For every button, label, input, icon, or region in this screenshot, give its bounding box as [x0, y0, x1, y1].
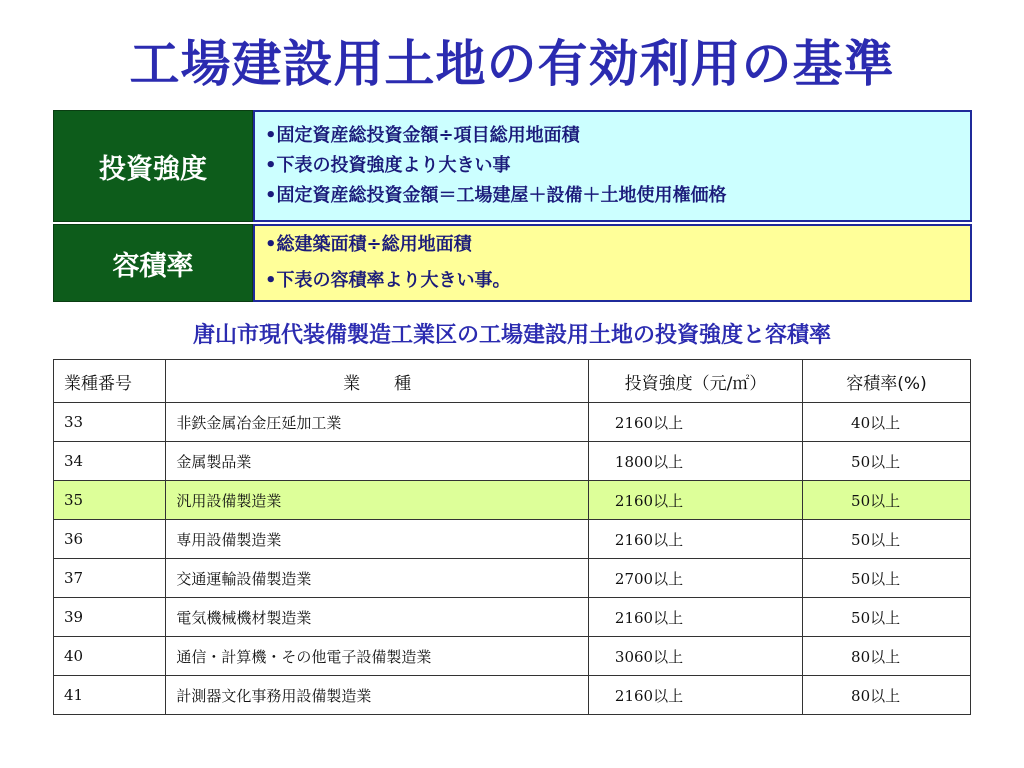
cell-code: 33 [54, 403, 166, 442]
cell-code: 35 [54, 481, 166, 520]
cell-investment: 2160以上 [588, 520, 802, 559]
cell-code: 34 [54, 442, 166, 481]
definition-line: • 総建築面積÷総用地面積 [265, 231, 960, 259]
table-row [54, 637, 971, 676]
cell-ratio: 50以上 [803, 481, 971, 520]
cell-investment: 2160以上 [588, 676, 802, 715]
cell-industry: 汎用設備製造業 [166, 481, 589, 520]
header-industry: 業 種 [166, 360, 589, 403]
cell-code: 37 [54, 559, 166, 598]
definition-floor-area-ratio [53, 224, 972, 302]
table-row-highlighted [54, 481, 971, 520]
cell-ratio: 50以上 [803, 520, 971, 559]
cell-ratio: 80以上 [803, 637, 971, 676]
definition-line: • 下表の投資強度より大きい事 [265, 151, 960, 181]
cell-investment: 2700以上 [588, 559, 802, 598]
definition-line: • 固定資産総投資金額＝工場建屋＋設備＋土地使用権価格 [265, 181, 960, 211]
table-row [54, 559, 971, 598]
header-code: 業種番号 [54, 360, 166, 403]
cell-industry: 非鉄金属冶金圧延加工業 [166, 403, 589, 442]
definition-label: 投資強度 [53, 110, 253, 222]
cell-industry: 金属製品業 [166, 442, 589, 481]
cell-ratio: 40以上 [803, 403, 971, 442]
cell-code: 36 [54, 520, 166, 559]
cell-industry: 計測器文化事務用設備製造業 [166, 676, 589, 715]
table-row [54, 520, 971, 559]
cell-ratio: 50以上 [803, 442, 971, 481]
cell-investment: 3060以上 [588, 637, 802, 676]
standards-table [53, 359, 971, 715]
cell-ratio: 80以上 [803, 676, 971, 715]
cell-code: 40 [54, 637, 166, 676]
definition-body [253, 224, 972, 302]
header-investment: 投資強度（元/㎡） [588, 360, 802, 403]
definition-body [253, 110, 972, 222]
cell-industry: 通信・計算機・その他電子設備製造業 [166, 637, 589, 676]
cell-ratio: 50以上 [803, 559, 971, 598]
header-ratio: 容積率(%) [803, 360, 971, 403]
definition-line: • 固定資産総投資金額÷項目総用地面積 [265, 121, 960, 151]
cell-industry: 専用設備製造業 [166, 520, 589, 559]
table-title: 唐山市現代装備製造工業区の工場建設用土地の投資強度と容積率 [192, 323, 831, 348]
cell-investment: 2160以上 [588, 403, 802, 442]
cell-investment: 1800以上 [588, 442, 802, 481]
cell-ratio: 50以上 [803, 598, 971, 637]
definition-investment-intensity [53, 110, 972, 222]
table-row [54, 676, 971, 715]
cell-industry: 交通運輸設備製造業 [166, 559, 589, 598]
table-row [54, 598, 971, 637]
definition-label: 容積率 [53, 224, 253, 302]
cell-investment: 2160以上 [588, 481, 802, 520]
cell-investment: 2160以上 [588, 598, 802, 637]
table-header-row [54, 360, 971, 403]
definition-line: • 下表の容積率より大きい事。 [265, 267, 960, 295]
table-row [54, 442, 971, 481]
cell-industry: 電気機械機材製造業 [166, 598, 589, 637]
cell-code: 41 [54, 676, 166, 715]
table-row [54, 403, 971, 442]
cell-code: 39 [54, 598, 166, 637]
page-title: 工場建設用土地の有効利用の基準 [129, 35, 895, 93]
